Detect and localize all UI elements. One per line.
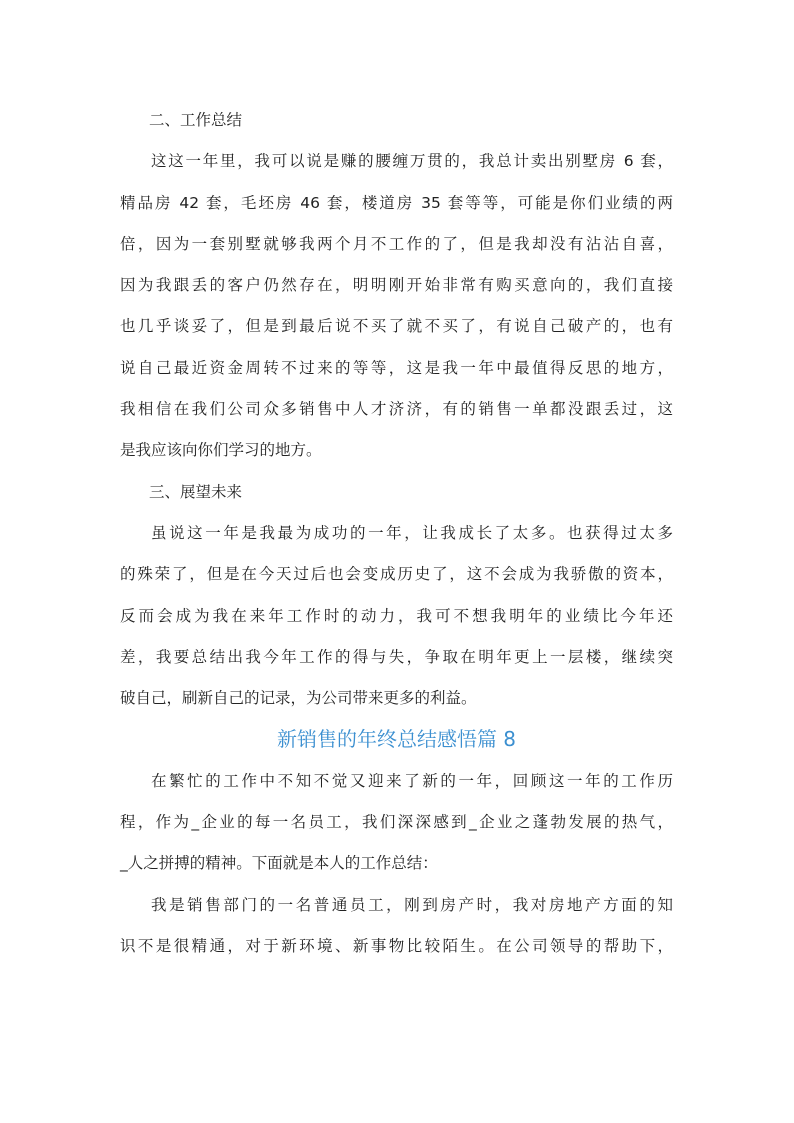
paragraph-line: 说自己最近资金周转不过来的等等，这是我一年中最值得反思的地方， — [120, 358, 673, 377]
paragraph-line: 这这一年里，我可以说是赚的腰缠万贯的，我总计卖出别墅房 6 套， — [151, 152, 673, 171]
paragraph-line: 我相信在我们公司众多销售中人才济济，有的销售一单都没跟丢过，这 — [120, 400, 673, 419]
paragraph-line: 也几乎谈妥了，但是到最后说不买了就不买了，有说自己破产的，也有 — [120, 317, 673, 336]
paragraph-line: 倍，因为一套别墅就够我两个月不工作的了，但是我却没有沾沾自喜， — [120, 234, 673, 253]
paragraph-line: 因为我跟丢的客户仍然存在，明明刚开始非常有购买意向的，我们直接 — [120, 276, 673, 295]
paragraph-line: 反而会成为我在来年工作时的动力，我可不想我明年的业绩比今年还 — [120, 606, 673, 625]
paragraph-line: 虽说这一年是我最为成功的一年，让我成长了太多。也获得过太多 — [151, 523, 673, 542]
paragraph-year-review — [120, 141, 673, 471]
paragraph-line: 我是销售部门的一名普通员工，刚到房产时，我对房地产方面的知 — [151, 895, 673, 914]
paragraph-intro — [120, 761, 673, 885]
paragraph-line: 的殊荣了，但是在今天过后也会变成历史了，这不会成为我骄傲的资本， — [120, 565, 673, 584]
section-title: 新销售的年终总结感悟篇 8 — [276, 727, 517, 752]
paragraph-line: 破自己，刷新自己的记录，为公司带来更多的利益。 — [120, 689, 477, 708]
heading-work-summary: 二、工作总结 — [149, 111, 243, 129]
heading-outlook: 三、展望未来 — [149, 482, 243, 501]
paragraph-line: 精品房 42 套，毛坯房 46 套，楼道房 35 套等等，可能是你们业绩的两 — [120, 193, 673, 212]
document-body — [120, 100, 673, 967]
paragraph-line: 在繁忙的工作中不知不觉又迎来了新的一年，回顾这一年的工作历 — [151, 771, 673, 790]
paragraph-line: _人之拼搏的精神。下面就是本人的工作总结： — [120, 854, 438, 873]
paragraph-line: 识不是很精通，对于新环境、新事物比较陌生。在公司领导的帮助下， — [120, 936, 673, 955]
paragraph-outlook — [120, 513, 673, 719]
paragraph-line: 差，我要总结出我今年工作的得与失，争取在明年更上一层楼，继续突 — [120, 647, 673, 666]
paragraph-self-intro — [120, 885, 673, 968]
paragraph-line: 程，作为_企业的每一名员工，我们深深感到_企业之蓬勃发展的热气， — [120, 813, 673, 832]
paragraph-line: 是我应该向你们学习的地方。 — [120, 441, 322, 460]
